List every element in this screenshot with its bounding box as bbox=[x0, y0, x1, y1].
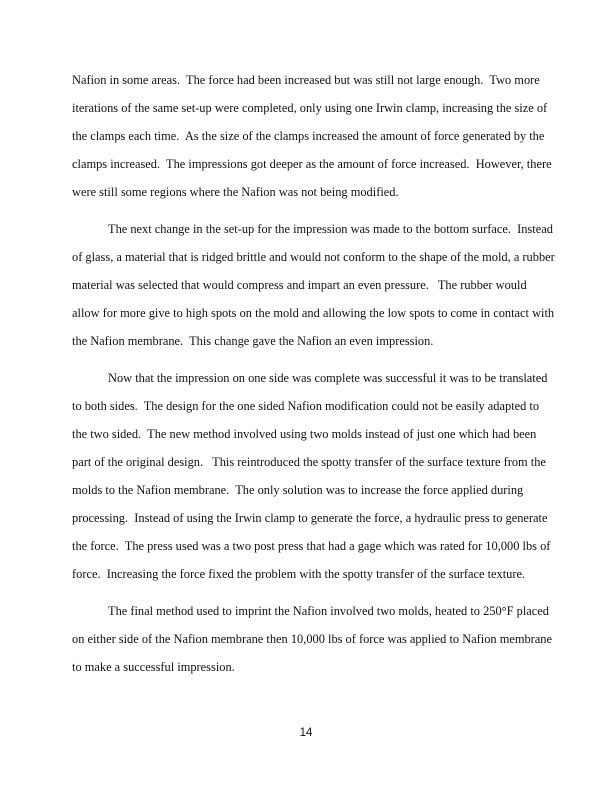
text-line: The final method used to imprint the Nafion involved two molds, heated to 250°F placed bbox=[108, 604, 549, 618]
text-line: iterations of the same set-up were completed, only using one Irwin clamp, increasing the size of bbox=[72, 101, 548, 115]
text-line: Nafion in some areas. The force had been increased but was still not large enough. Two more bbox=[72, 73, 540, 87]
text-line: molds to the Nafion membrane. The only solution was to increase the force applied during bbox=[72, 483, 524, 497]
text-line: the clamps each time. As the size of the clamps increased the amount of force generated by the bbox=[72, 129, 545, 143]
text-line: Now that the impression on one side was complete was successful it was to be translated bbox=[108, 371, 548, 385]
paragraph-spacer bbox=[72, 588, 544, 597]
paragraph bbox=[72, 597, 552, 681]
text-line: part of the original design. This reintroduced the spotty transfer of the surface texture from the bbox=[72, 455, 546, 469]
body-text bbox=[72, 66, 555, 681]
paragraph-spacer bbox=[72, 355, 544, 364]
text-line: force. Increasing the force fixed the problem with the spotty transfer of the surface texture. bbox=[72, 567, 526, 581]
paragraph bbox=[72, 364, 551, 588]
text-line: allow for more give to high spots on the mold and allowing the low spots to come in contact with bbox=[72, 306, 555, 320]
text-line: the force. The press used was a two post press that had a gage which was rated for 10,000 lbs of bbox=[72, 539, 551, 553]
paragraph bbox=[72, 66, 552, 206]
text-line: material was selected that would compress and impart an even pressure. The rubber would bbox=[72, 278, 527, 292]
text-line: processing. Instead of using the Irwin clamp to generate the force, a hydraulic press to generate bbox=[72, 511, 548, 525]
text-line: to make a successful impression. bbox=[72, 660, 235, 674]
text-line: of glass, a material that is ridged brittle and would not conform to the shape of the mold, a rubber bbox=[72, 250, 555, 264]
page-number: 14 bbox=[299, 727, 313, 739]
text-line: were still some regions where the Nafion was not being modified. bbox=[72, 185, 399, 199]
text-line: The next change in the set-up for the impression was made to the bottom surface. Instead bbox=[108, 222, 553, 236]
text-line: to both sides. The design for the one sided Nafion modification could not be easily adapted to bbox=[72, 399, 540, 413]
paragraph-spacer bbox=[72, 206, 544, 215]
text-line: clamps increased. The impressions got deeper as the amount of force increased. However, there bbox=[72, 157, 552, 171]
text-line: the Nafion membrane. This change gave the Nafion an even impression. bbox=[72, 334, 434, 348]
paragraph bbox=[72, 215, 555, 355]
text-line: the two sided. The new method involved using two molds instead of just one which had been bbox=[72, 427, 537, 441]
text-line: on either side of the Nafion membrane then 10,000 lbs of force was applied to Nafion membrane bbox=[72, 632, 552, 646]
